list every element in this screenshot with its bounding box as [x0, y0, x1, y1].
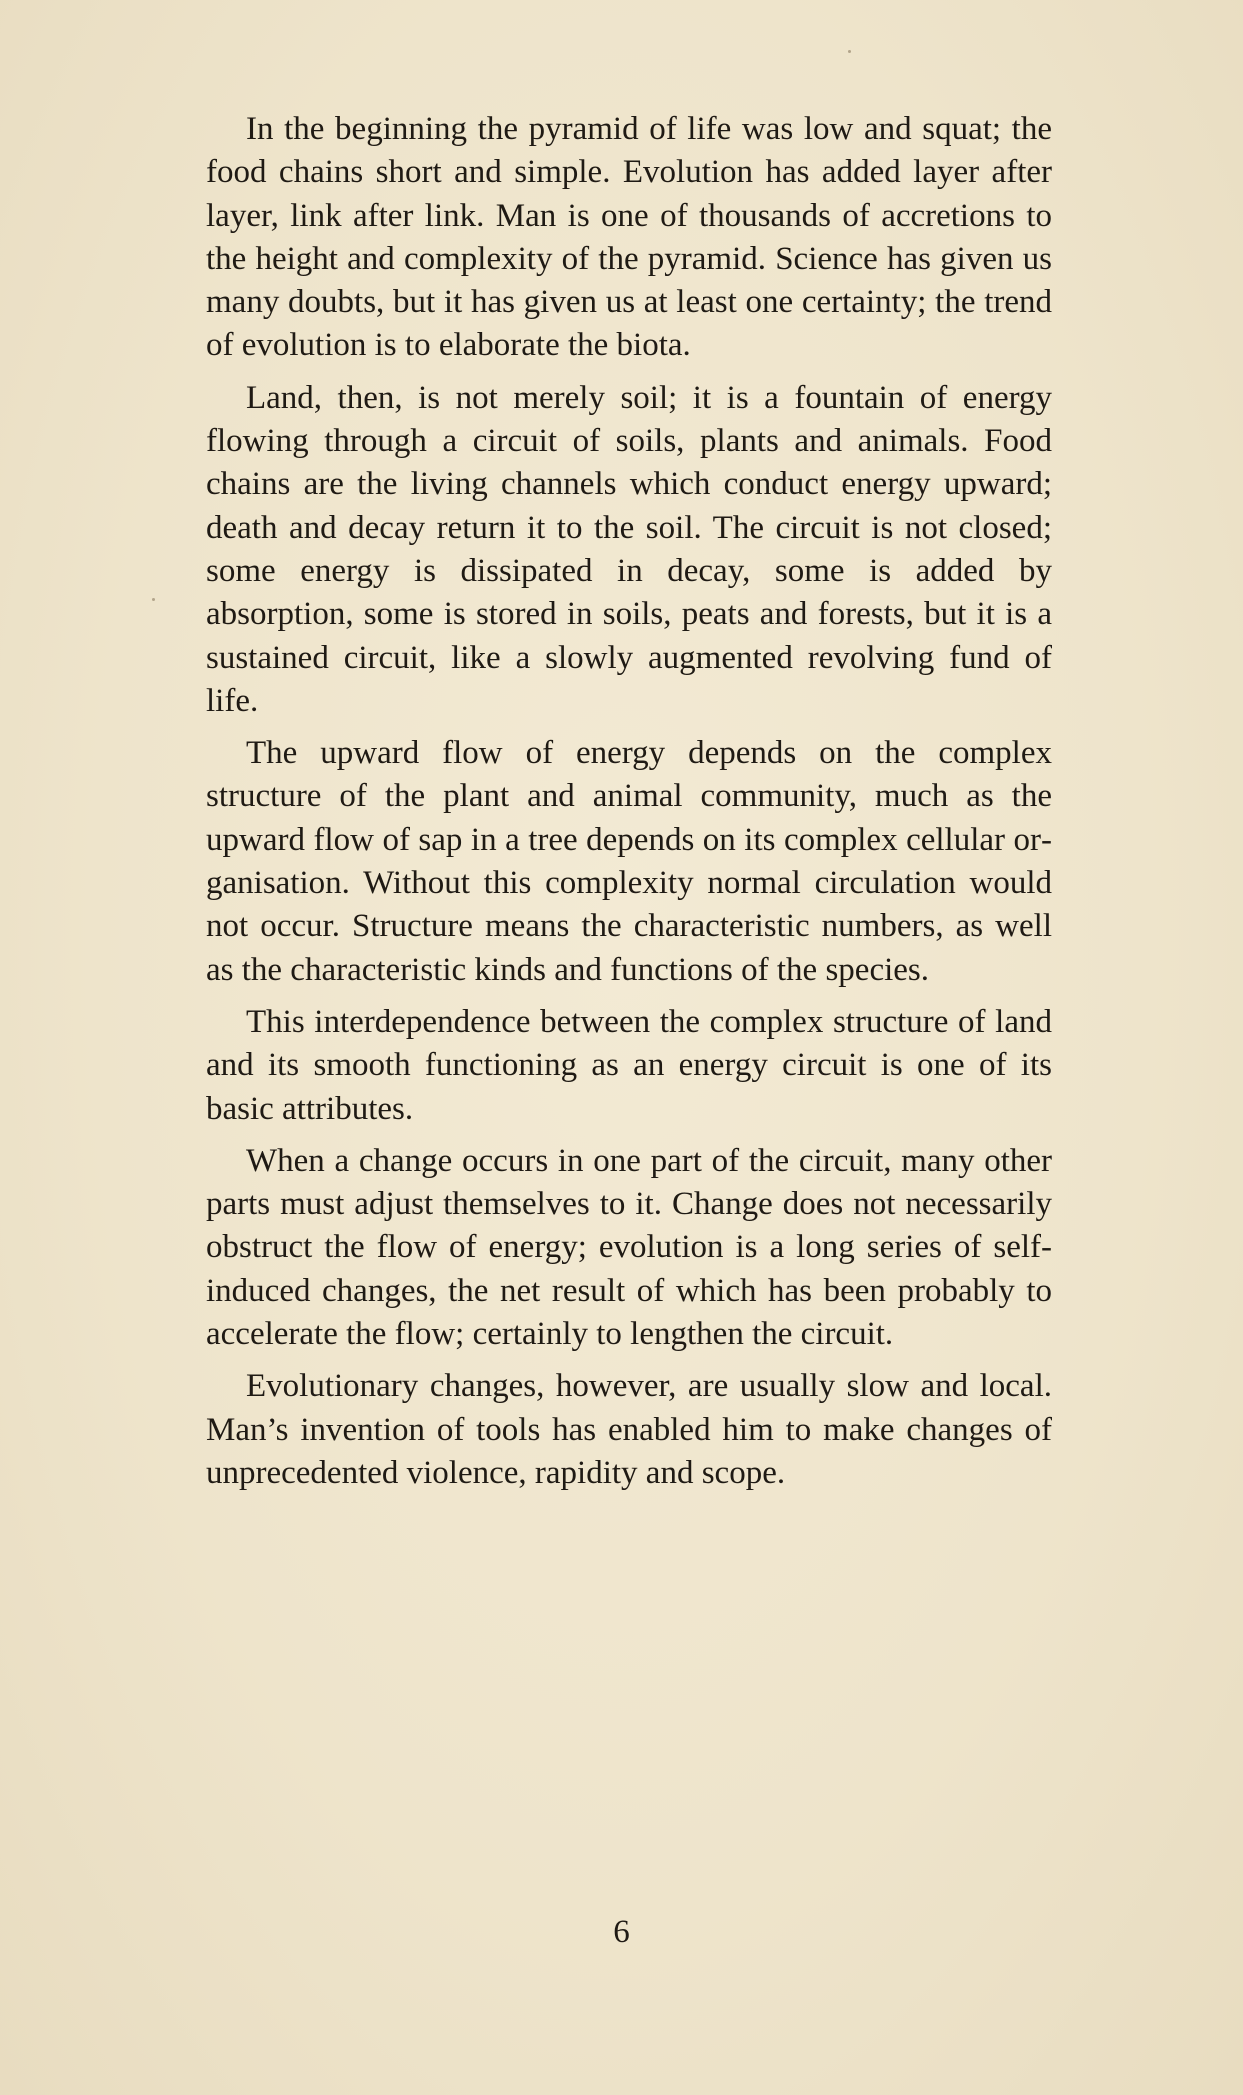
- paragraph-4: This interdependence between the complex structure of land and its smooth functioning as an energy circuit is one of its basic attributes.: [206, 1003, 1052, 1127]
- paragraph-6: Evolutionary changes, however, are usually slow and local. Man’s invention of tools has enabled him to make changes of unprecedented violence, rapidity and scope.: [206, 1368, 1052, 1491]
- paragraph-3: The upward flow of energy depends on the complex structure of the plant and animal community, much as the upward flow of sap in a tree depends on its complex cellular organisation. Without this complexity normal circulation would not occur. Structure means the characteristic numbers, as well as the characteristic kinds and functions of the species.: [206, 735, 1052, 988]
- paragraph-1: In the beginning the pyramid of life was low and squat; the food chains short and simple. Evolution has added layer after layer, link after link. Man is one of thousands of accretions to the height and complexity of the pyramid. Science has given us many doubts, but it has given us at least one certainty; the trend of evolution is to elaborate the biota.: [206, 111, 1052, 364]
- paragraph-5: When a change occurs in one part of the circuit, many other parts must adjust themselves to it. Change does not necessarily obstruct the flow of energy; evolution is a long series of self-induced changes, the net result of which has been probably to accelerate the flow; certainly to lengthen the circuit.: [206, 1142, 1052, 1353]
- body-text: [206, 108, 1052, 1504]
- paper-speck: [152, 598, 155, 601]
- paper-speck: [848, 50, 851, 53]
- page-number: 6: [613, 1914, 630, 1950]
- paragraph-2: Land, then, is not merely soil; it is a fountain of energy flowing through a circuit of soils, plants and animals. Food chains are the living channels which conduct energy upward; death and decay return it to the soil. The circuit is not closed; some energy is dissipated in decay, some is added by absorption, some is stored in soils, peats and forests, but it is a sustained circuit, like a slowly augmented revolving fund of life.: [206, 379, 1052, 719]
